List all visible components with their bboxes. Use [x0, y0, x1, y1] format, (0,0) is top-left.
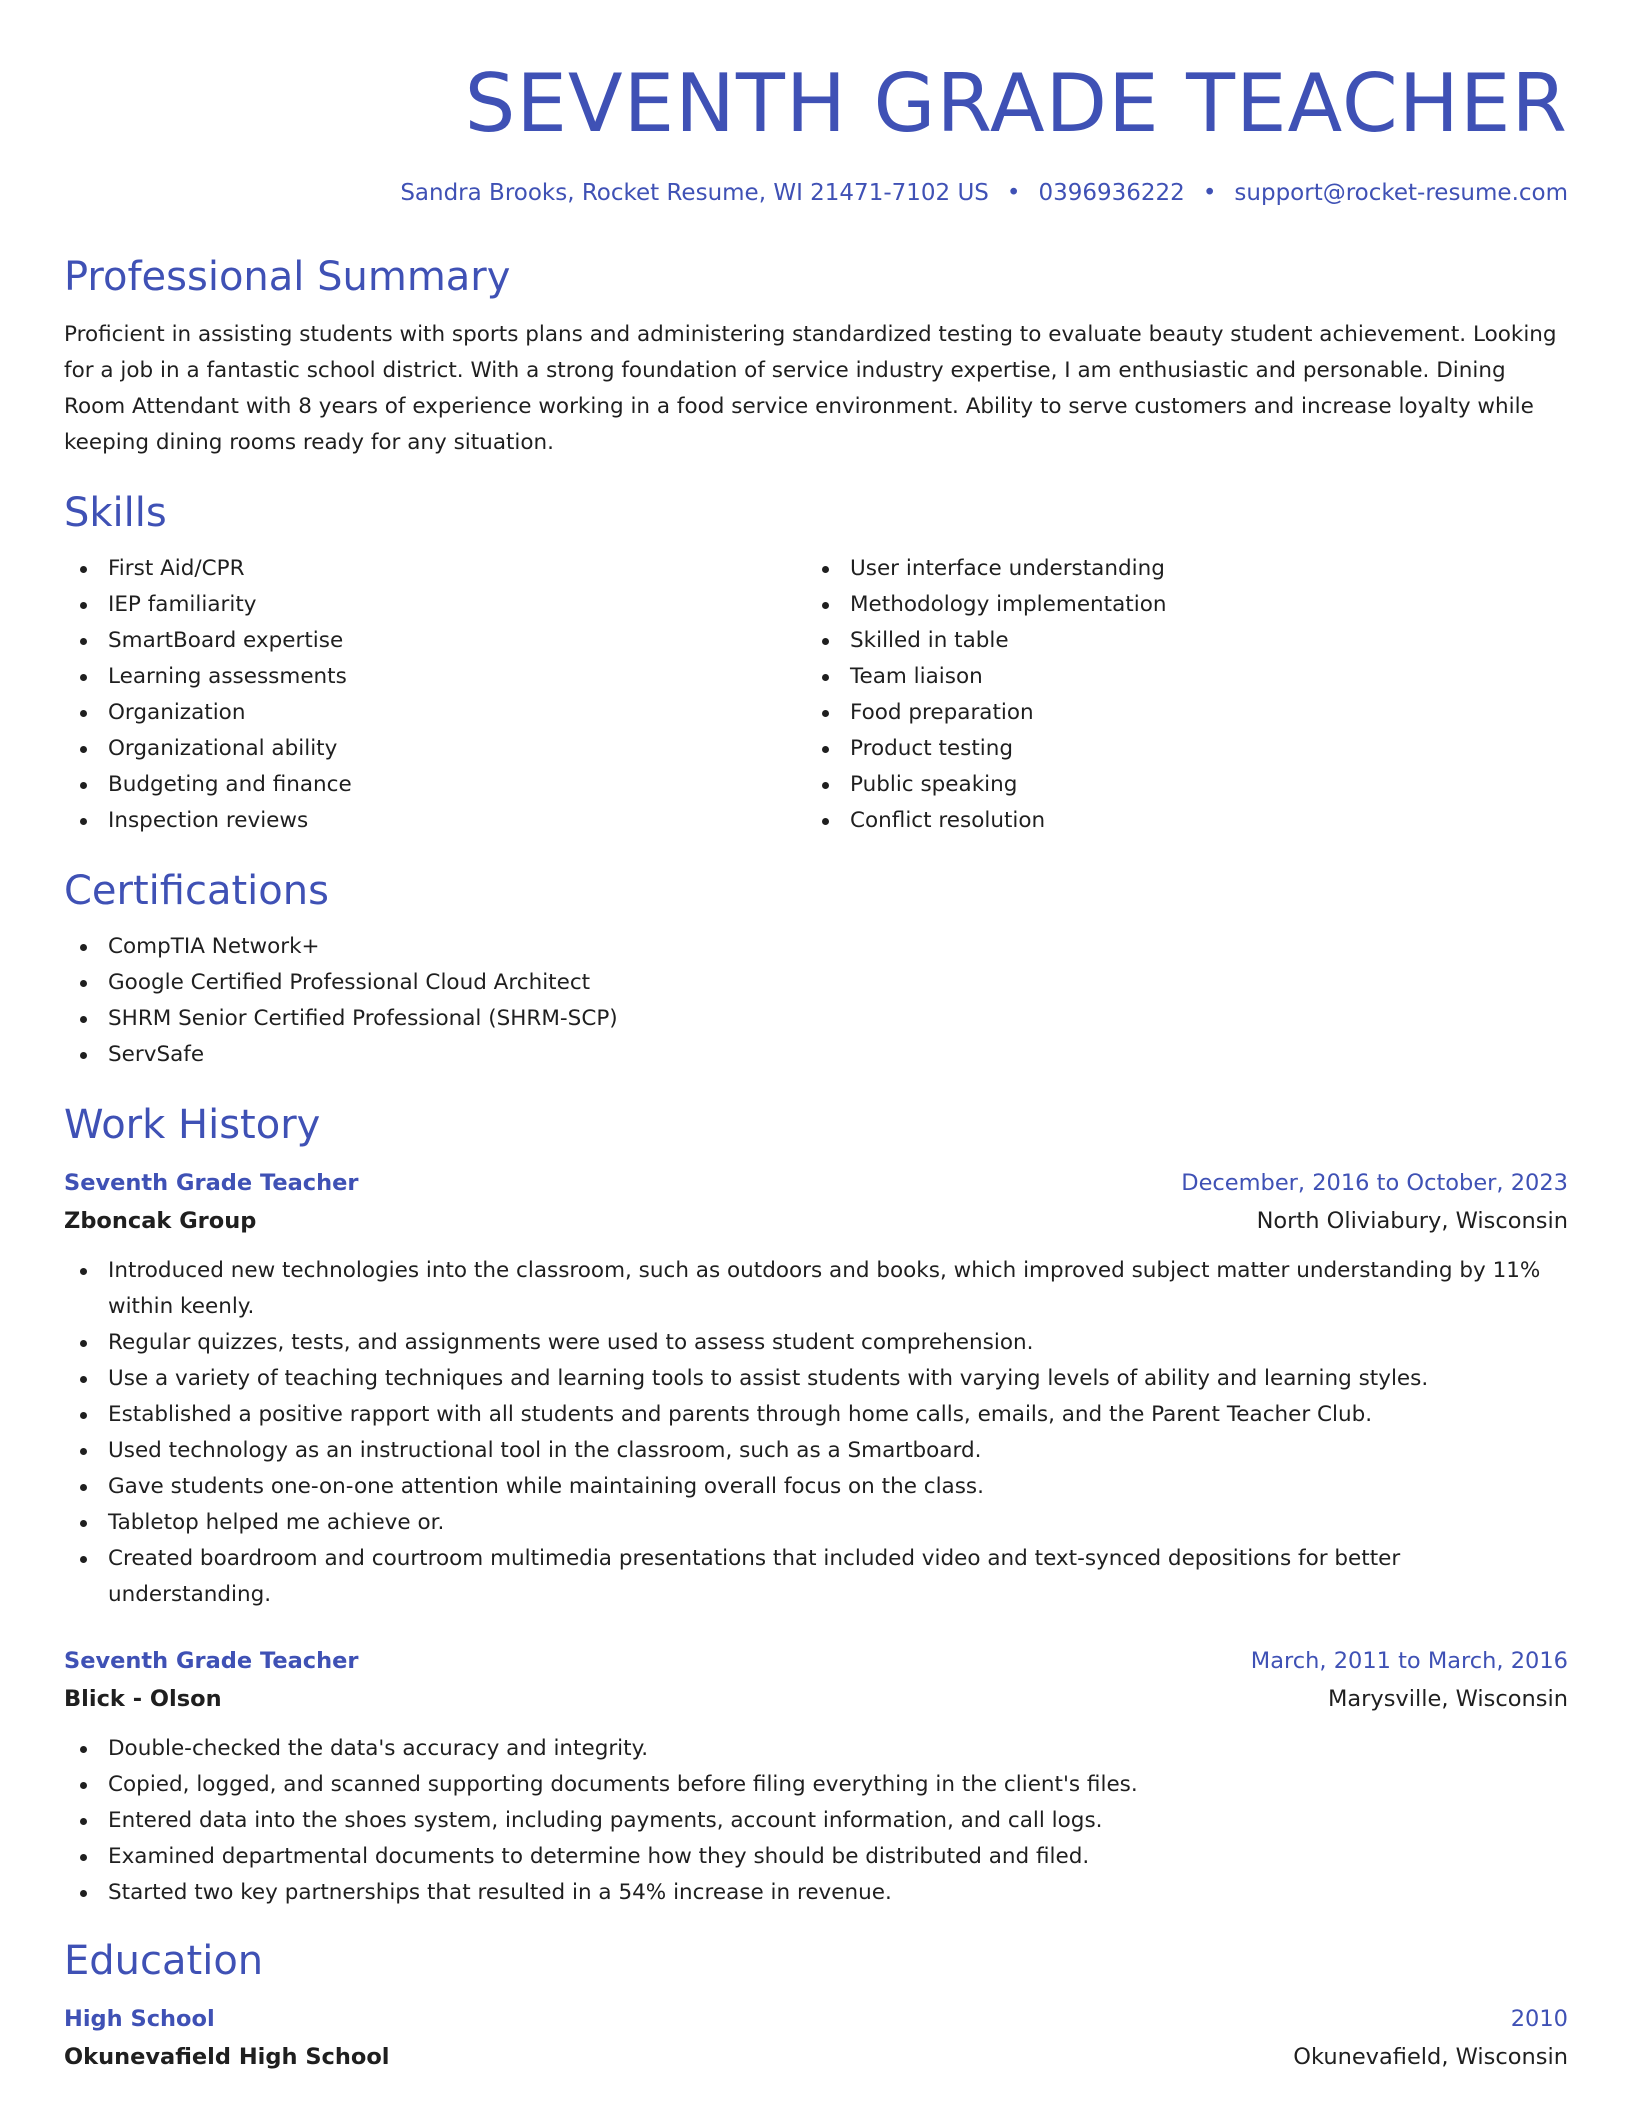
section-title-skills: Skills	[64, 490, 167, 536]
skill-item: First Aid/CPR	[64, 551, 806, 587]
job-header-row	[64, 1165, 1568, 1201]
job-duty-item: Tabletop helped me achieve or.	[64, 1505, 1568, 1541]
skills-list-right	[806, 551, 1548, 839]
resume-title: SEVENTH GRADE TEACHER	[464, 57, 1568, 150]
education-degree: High School	[64, 2006, 215, 2032]
section-title-certifications: Certifications	[64, 868, 329, 914]
job-location: Marysville, Wisconsin	[1327, 1686, 1568, 1712]
job-duty-item: Gave students one-on-one attention while maintaining overall focus on the class.	[64, 1469, 1568, 1505]
job-dates: March, 2011 to March, 2016	[1250, 1648, 1568, 1674]
skill-item: Methodology implementation	[806, 587, 1548, 623]
contact-address: Sandra Brooks, Rocket Resume, WI 21471-7102 US	[400, 180, 989, 206]
job-company: Blick - Olson	[64, 1686, 222, 1712]
contact-separator: •	[1006, 180, 1021, 206]
section-title-summary: Professional Summary	[64, 254, 511, 300]
job-duty-item: Created boardroom and courtroom multimedia presentations that included video and text-synced depositions for better understanding.	[64, 1541, 1568, 1613]
resume-page	[64, 0, 1568, 2077]
skill-item: Learning assessments	[64, 659, 806, 695]
section-title-education: Education	[64, 1938, 264, 1984]
skill-item: Skilled in table	[806, 623, 1548, 659]
contact-email: support@rocket-resume.com	[1234, 180, 1568, 206]
job-title: Seventh Grade Teacher	[64, 1170, 359, 1196]
education-school-row	[64, 2037, 1568, 2077]
job-duty-item: Introduced new technologies into the classroom, such as outdoors and books, which improved subject matter understanding by 11% within keenly.	[64, 1253, 1568, 1325]
job-entry	[64, 1165, 1568, 1613]
education-location: Okunevafield, Wisconsin	[1293, 2044, 1568, 2070]
job-duty-item: Regular quizzes, tests, and assignments were used to assess student comprehension.	[64, 1325, 1568, 1361]
skill-item: User interface understanding	[806, 551, 1548, 587]
job-title: Seventh Grade Teacher	[64, 1648, 359, 1674]
contact-separator: •	[1202, 180, 1217, 206]
skill-item: Product testing	[806, 731, 1548, 767]
certifications-list	[64, 929, 1568, 1073]
certification-item: Google Certified Professional Cloud Architect	[64, 965, 1568, 1001]
job-duty-item: Double-checked the data's accuracy and integrity.	[64, 1731, 1568, 1767]
skill-item: Budgeting and finance	[64, 767, 806, 803]
education-year: 2010	[1510, 2006, 1568, 2032]
skill-item: Food preparation	[806, 695, 1548, 731]
job-company-row	[64, 1679, 1568, 1719]
job-company-row	[64, 1201, 1568, 1241]
job-duty-item: Use a variety of teaching techniques and learning tools to assist students with varying levels of ability and learning styles.	[64, 1361, 1568, 1397]
job-entry	[64, 1643, 1568, 1911]
job-duty-item: Examined departmental documents to determine how they should be distributed and filed.	[64, 1839, 1568, 1875]
skill-item: Public speaking	[806, 767, 1548, 803]
job-location: North Oliviabury, Wisconsin	[1256, 1208, 1568, 1234]
certification-item: ServSafe	[64, 1037, 1568, 1073]
job-duties-list	[64, 1731, 1568, 1911]
education-entry	[64, 2001, 1568, 2077]
job-duty-item: Started two key partnerships that resulted in a 54% increase in revenue.	[64, 1875, 1568, 1911]
summary-text: Proficient in assisting students with sports plans and administering standardized testing to evaluate beauty student achievement. Looking for a job in a fantastic school district. With a strong foundation of service industry expertise, I am enthusiastic and personable. Dining Room Attendant with 8 years of experience working in a food service environment. Ability to serve customers and increase loyalty while keeping dining rooms ready for any situation.	[64, 322, 1557, 455]
job-duty-item: Copied, logged, and scanned supporting documents before filing everything in the client's files.	[64, 1767, 1568, 1803]
certification-item: CompTIA Network+	[64, 929, 1568, 965]
job-company: Zboncak Group	[64, 1208, 257, 1234]
skills-list-left	[64, 551, 806, 839]
certification-item: SHRM Senior Certified Professional (SHRM-SCP)	[64, 1001, 1568, 1037]
skill-item: Conflict resolution	[806, 803, 1548, 839]
skills-columns	[64, 551, 1568, 839]
contact-line	[64, 177, 1568, 209]
contact-phone: 0396936222	[1038, 180, 1185, 206]
section-title-work-history: Work History	[64, 1102, 321, 1148]
skill-item: Organizational ability	[64, 731, 806, 767]
education-header-row	[64, 2001, 1568, 2037]
job-duty-item: Entered data into the shoes system, including payments, account information, and call logs.	[64, 1803, 1568, 1839]
skill-item: SmartBoard expertise	[64, 623, 806, 659]
skill-item: Inspection reviews	[64, 803, 806, 839]
job-duties-list	[64, 1253, 1568, 1613]
job-duty-item: Used technology as an instructional tool in the classroom, such as a Smartboard.	[64, 1433, 1568, 1469]
job-header-row	[64, 1643, 1568, 1679]
skill-item: IEP familiarity	[64, 587, 806, 623]
job-dates: December, 2016 to October, 2023	[1181, 1170, 1568, 1196]
skill-item: Organization	[64, 695, 806, 731]
job-duty-item: Established a positive rapport with all students and parents through home calls, emails, and the Parent Teacher Club.	[64, 1397, 1568, 1433]
skill-item: Team liaison	[806, 659, 1548, 695]
education-school: Okunevafield High School	[64, 2044, 390, 2070]
